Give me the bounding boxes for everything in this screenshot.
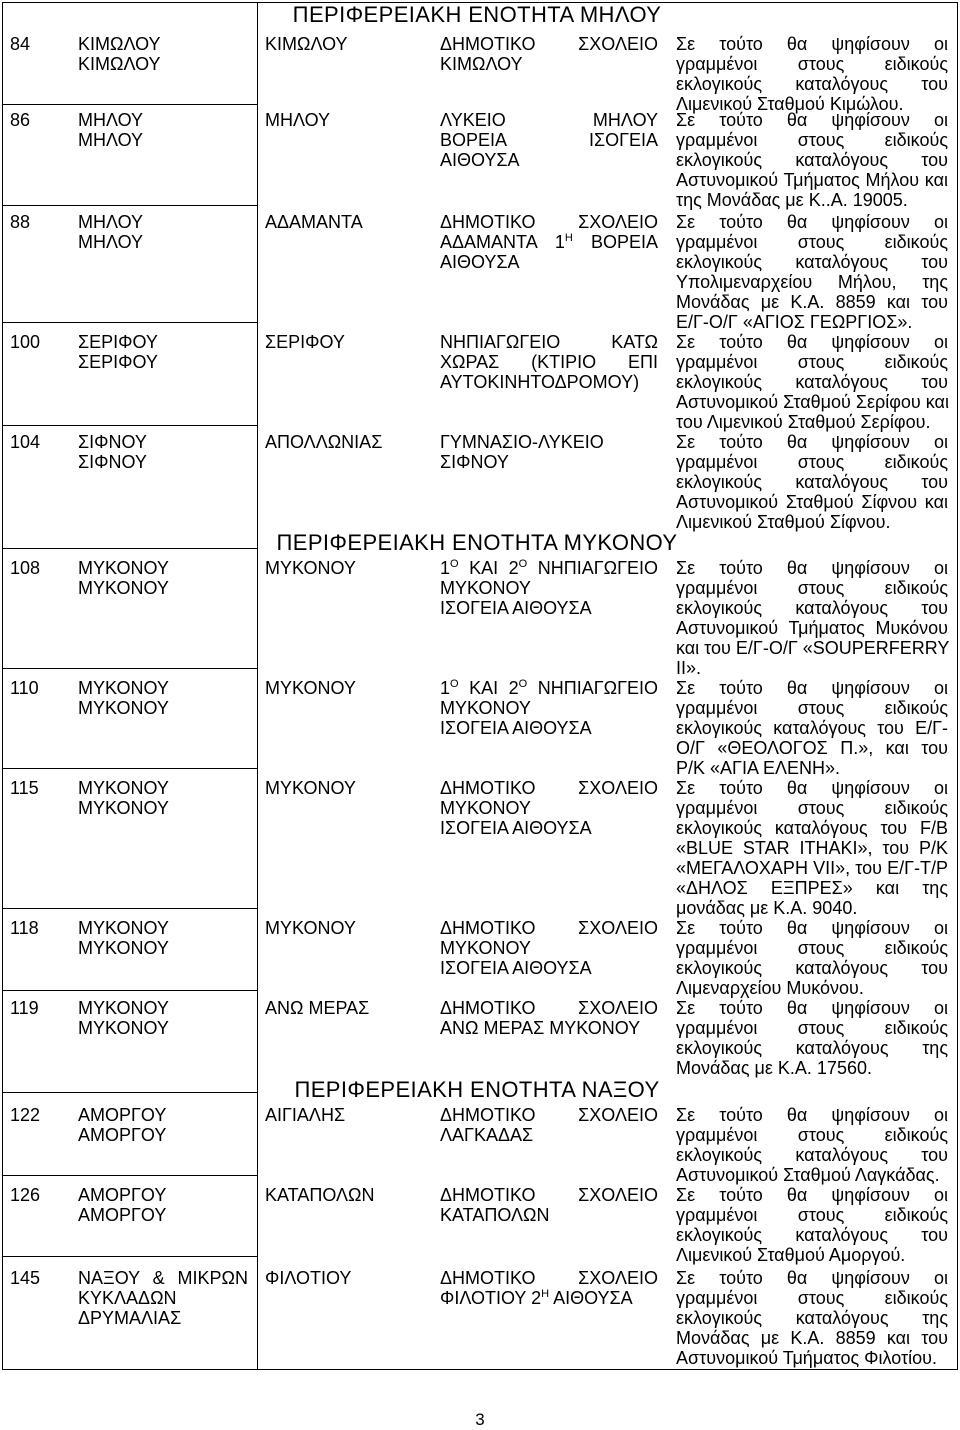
polling-place [440, 918, 658, 978]
municipality-line: ΜΗΛΟΥ [78, 130, 144, 150]
polling-place-line: ΜΥΚΟΝΟΥ [440, 698, 531, 718]
voting-note-line: Λιμεναρχείου Μυκόνου. [676, 978, 864, 998]
voting-note-line: του Λιμενικού Σταθμού Σερίφου. [676, 412, 931, 432]
section-number: 126 [10, 1185, 41, 1205]
row-divider-line [2, 548, 258, 549]
column-divider [257, 2, 258, 1370]
voting-note-line: Αστυνομικού Τμήματος Μυκόνου [676, 618, 948, 638]
polling-place [440, 110, 658, 170]
municipality-line: ΜΗΛΟΥ [78, 232, 144, 252]
municipality-line: ΜΗΛΟΥ [78, 212, 144, 232]
voting-note [676, 998, 948, 1078]
voting-note-line: Σε τούτο θα ψηφίσουν οι [676, 432, 948, 452]
superscript-text: Ο [450, 678, 459, 690]
municipality-line: ΜΥΚΟΝΟΥ [78, 698, 169, 718]
municipality [78, 1268, 248, 1328]
voting-note [676, 778, 948, 918]
section-number: 145 [10, 1268, 41, 1288]
voting-note-line: Σε τούτο θα ψηφίσουν οι [676, 678, 948, 698]
voting-note-line: και του Ε/Γ-Ο/Γ «SOUPERFERRY [676, 638, 950, 658]
row-divider-line [2, 1256, 258, 1257]
section-title: ΠΕΡΙΦΕΡΕΙΑΚΗ ΕΝΟΤΗΤΑ ΝΑΞΟΥ [294, 1077, 660, 1102]
municipality-line: ΔΡΥΜΑΛΙΑΣ [78, 1308, 182, 1328]
polling-place-line: ΚΑΤΑΠΟΛΩΝ [440, 1205, 550, 1225]
polling-place-line: ΔΗΜΟΤΙΚΟ ΣΧΟΛΕΙΟ [440, 918, 658, 938]
row-divider-line [2, 1092, 258, 1093]
voting-note-line: γραμμένοι στους ειδικούς [676, 452, 948, 472]
municipal-unit: ΜΥΚΟΝΟΥ [265, 558, 356, 578]
voting-note-line: γραμμένοι στους ειδικούς [676, 798, 948, 818]
municipality-line: ΚΥΚΛΑΔΩΝ [78, 1288, 177, 1308]
polling-place-line [440, 558, 658, 578]
municipality [78, 998, 248, 1038]
voting-note-line: μονάδας με Κ.Α. 9040. [676, 898, 858, 918]
section-number: 122 [10, 1105, 41, 1125]
voting-note [676, 1105, 948, 1185]
polling-place-line: ΒΟΡΕΙΑ ΙΣΟΓΕΙΑ [440, 130, 658, 150]
voting-note-line: εκλογικούς καταλόγους της [676, 1308, 948, 1328]
superscript-text: Ο [518, 558, 528, 570]
row-divider-line [2, 668, 258, 669]
voting-note-line: γραμμένοι στους ειδικούς [676, 1288, 948, 1308]
section-number: 104 [10, 432, 41, 452]
text-segment: ΚΑΙ 2 [458, 558, 519, 578]
voting-note [676, 34, 948, 114]
voting-note-line: εκλογικούς καταλόγους του [676, 1225, 948, 1245]
municipal-unit: ΑΠΟΛΛΩΝΙΑΣ [265, 432, 383, 452]
section-number: 100 [10, 332, 41, 352]
row-divider-line [2, 1175, 258, 1176]
voting-note-line: Αστυνομικού Σταθμού Σερίφου και [676, 392, 949, 412]
voting-note-line: γραμμένοι στους ειδικούς [676, 1205, 948, 1225]
municipal-unit: ΜΥΚΟΝΟΥ [265, 678, 356, 698]
voting-note-line: Ρ/Κ «ΑΓΙΑ ΕΛΕΝΗ». [676, 758, 841, 778]
polling-place [440, 332, 658, 392]
municipality-line: ΑΜΟΡΓΟΥ [78, 1125, 167, 1145]
polling-place-line: ΜΥΚΟΝΟΥ [440, 938, 531, 958]
voting-note-line: εκλογικούς καταλόγους του [676, 252, 948, 272]
polling-place-line: ΔΗΜΟΤΙΚΟ ΣΧΟΛΕΙΟ [440, 212, 658, 232]
row-divider-line [2, 768, 258, 769]
section-number: 86 [10, 110, 31, 130]
municipal-unit: ΣΕΡΙΦΟΥ [265, 332, 345, 352]
municipal-unit: ΚΙΜΩΛΟΥ [265, 34, 348, 54]
text-segment: ΒΟΡΕΙΑ [572, 232, 659, 252]
municipality-line: ΑΜΟΡΓΟΥ [78, 1185, 167, 1205]
voting-note-line: «BLUE STAR ITHAKI», του Ρ/Κ [676, 838, 948, 858]
municipal-unit: ΑΙΓΙΑΛΗΣ [265, 1105, 346, 1125]
polling-place-line: ΝΗΠΙΑΓΩΓΕΙΟ ΚΑΤΩ [440, 332, 658, 352]
voting-note-line: Σε τούτο θα ψηφίσουν οι [676, 998, 948, 1018]
municipality-line: ΜΥΚΟΝΟΥ [78, 678, 169, 698]
text-segment: ΦΙΛΟΤΙΟΥ 2 [440, 1288, 542, 1308]
voting-note-line: Λιμενικού Σταθμού Αμοργού. [676, 1245, 906, 1265]
voting-note-line: γραμμένοι στους ειδικούς [676, 54, 948, 74]
polling-place-line: ΔΗΜΟΤΙΚΟ ΣΧΟΛΕΙΟ [440, 1185, 658, 1205]
polling-place-line: ΔΗΜΟΤΙΚΟ ΣΧΟΛΕΙΟ [440, 1268, 658, 1288]
text-segment: 1 [440, 678, 451, 698]
municipality-line: ΜΥΚΟΝΟΥ [78, 558, 169, 578]
municipality-line: ΣΙΦΝΟΥ [78, 432, 147, 452]
polling-place-line [440, 1288, 658, 1308]
municipality-line: ΝΑΞΟΥ & ΜΙΚΡΩΝ [78, 1268, 248, 1288]
municipality-line: ΜΗΛΟΥ [78, 110, 144, 130]
municipality [78, 110, 248, 150]
voting-note [676, 918, 948, 998]
voting-note [676, 432, 948, 532]
voting-note-line: Σε τούτο θα ψηφίσουν οι [676, 1105, 948, 1125]
section-number: 119 [10, 998, 39, 1018]
section-title: ΠΕΡΙΦΕΡΕΙΑΚΗ ΕΝΟΤΗΤΑ ΜΥΚΟΝΟΥ [276, 530, 678, 555]
municipality-line: ΣΙΦΝΟΥ [78, 452, 147, 472]
voting-note-line: εκλογικούς καταλόγους του [676, 958, 948, 978]
municipality-line: ΜΥΚΟΝΟΥ [78, 778, 169, 798]
page-number: 3 [475, 1410, 485, 1429]
polling-place [440, 558, 658, 618]
polling-place-line: ΚΙΜΩΛΟΥ [440, 54, 523, 74]
municipality [78, 918, 248, 958]
municipality-line: ΑΜΟΡΓΟΥ [78, 1105, 167, 1125]
polling-place-line [440, 678, 658, 698]
voting-note [676, 1268, 948, 1368]
voting-note-line: Σε τούτο θα ψηφίσουν οι [676, 212, 948, 232]
voting-note [676, 558, 948, 678]
municipality [78, 432, 248, 472]
polling-place-line: ΙΣΟΓΕΙΑ ΑΙΘΟΥΣΑ [440, 598, 592, 618]
voting-note-line: της Μονάδας με Κ..Α. 19005. [676, 190, 908, 210]
municipality [78, 34, 248, 74]
municipality-line: ΜΥΚΟΝΟΥ [78, 798, 169, 818]
voting-note-line: γραμμένοι στους ειδικούς [676, 352, 948, 372]
polling-place-line: ΔΗΜΟΤΙΚΟ ΣΧΟΛΕΙΟ [440, 778, 658, 798]
voting-note-line: γραμμένοι στους ειδικούς [676, 698, 948, 718]
municipality-line: ΜΥΚΟΝΟΥ [78, 1018, 169, 1038]
text-segment: ΚΑΙ 2 [458, 678, 519, 698]
municipality-line: ΜΥΚΟΝΟΥ [78, 938, 169, 958]
row-divider-line [2, 908, 258, 909]
voting-note-line: Σε τούτο θα ψηφίσουν οι [676, 918, 948, 938]
polling-place-line: ΙΣΟΓΕΙΑ ΑΙΘΟΥΣΑ [440, 718, 592, 738]
voting-note-line: γραμμένοι στους ειδικούς [676, 578, 948, 598]
voting-note-line: Ο/Γ «ΘΕΟΛΟΓΟΣ Π.», και του [676, 738, 948, 758]
voting-note-line: Σε τούτο θα ψηφίσουν οι [676, 332, 948, 352]
voting-note-line: εκλογικούς καταλόγους του F/B [676, 818, 948, 838]
municipality [78, 778, 248, 818]
polling-place-line: ΑΝΩ ΜΕΡΑΣ ΜΥΚΟΝΟΥ [440, 1018, 641, 1038]
voting-note [676, 212, 948, 332]
voting-note-line: εκλογικούς καταλόγους του [676, 598, 948, 618]
municipal-unit: ΑΝΩ ΜΕΡΑΣ [265, 998, 370, 1018]
section-number: 84 [10, 34, 31, 54]
voting-note [676, 678, 948, 778]
voting-note-line: εκλογικούς καταλόγους του [676, 150, 948, 170]
voting-note-line: Μονάδας με Κ.Α. 8859 και του [676, 1328, 948, 1348]
voting-note-line: εκλογικούς καταλόγους του [676, 74, 948, 94]
voting-note-line: Σε τούτο θα ψηφίσουν οι [676, 1185, 948, 1205]
municipality [78, 678, 248, 718]
municipality-line: ΚΙΜΩΛΟΥ [78, 54, 161, 74]
section-title: ΠΕΡΙΦΕΡΕΙΑΚΗ ΕΝΟΤΗΤΑ ΜΗΛΟΥ [292, 2, 662, 27]
polling-place [440, 34, 658, 74]
polling-place-line: ΑΙΘΟΥΣΑ [440, 150, 520, 170]
voting-note-line: Αστυνομικού Σταθμού Λαγκάδας. [676, 1165, 940, 1185]
polling-place [440, 1268, 658, 1308]
municipality-line: ΚΙΜΩΛΟΥ [78, 34, 161, 54]
voting-note-line: Αστυνομικού Σταθμού Σίφνου και [676, 492, 948, 512]
row-divider-line [2, 990, 258, 991]
superscript-text: Ο [450, 558, 459, 570]
voting-note-line: Σε τούτο θα ψηφίσουν οι [676, 778, 948, 798]
voting-note-line: γραμμένοι στους ειδικούς [676, 232, 948, 252]
polling-place [440, 1185, 658, 1225]
voting-note-line: Σε τούτο θα ψηφίσουν οι [676, 34, 948, 54]
municipality [78, 1105, 248, 1145]
voting-note-line: Σε τούτο θα ψηφίσουν οι [676, 110, 948, 130]
polling-place [440, 678, 658, 738]
municipality-line: ΣΕΡΙΦΟΥ [78, 332, 158, 352]
voting-note-line: γραμμένοι στους ειδικούς [676, 938, 948, 958]
text-segment: ΝΗΠΙΑΓΩΓΕΙΟ [527, 558, 658, 578]
polling-place-line: ΣΙΦΝΟΥ [440, 452, 509, 472]
municipality-line: ΑΜΟΡΓΟΥ [78, 1205, 167, 1225]
voting-note-line: Λιμενικού Σταθμού Κιμώλου. [676, 94, 904, 114]
voting-note-line: εκλογικούς καταλόγους του Ε/Γ- [676, 718, 948, 738]
text-segment: ΝΗΠΙΑΓΩΓΕΙΟ [527, 678, 658, 698]
voting-note-line: εκλογικούς καταλόγους του [676, 1145, 948, 1165]
voting-note [676, 332, 948, 432]
voting-note-line: «ΔΗΛΟΣ ΕΞΠΡΕΣ» και της [676, 878, 948, 898]
polling-place-line: ΑΙΘΟΥΣΑ [440, 252, 520, 272]
municipal-unit: ΜΥΚΟΝΟΥ [265, 778, 356, 798]
section-number: 110 [10, 678, 39, 698]
municipality [78, 1185, 248, 1225]
polling-place [440, 998, 658, 1038]
polling-place-line: ΔΗΜΟΤΙΚΟ ΣΧΟΛΕΙΟ [440, 998, 658, 1018]
municipal-unit: ΚΑΤΑΠΟΛΩΝ [265, 1185, 375, 1205]
polling-place-line: ΑΥΤΟΚΙΝΗΤΟΔΡΟΜΟΥ) [440, 372, 640, 392]
municipality [78, 212, 248, 252]
municipality-line: ΜΥΚΟΝΟΥ [78, 998, 169, 1018]
voting-note-line: γραμμένοι στους ειδικούς [676, 1018, 948, 1038]
row-divider-line [2, 205, 258, 206]
row-divider-line [2, 425, 258, 426]
polling-place [440, 212, 658, 272]
superscript-text: Η [541, 1288, 550, 1300]
polling-place-line: ΔΗΜΟΤΙΚΟ ΣΧΟΛΕΙΟ [440, 1105, 658, 1125]
voting-note-line: «ΜΕΓΑΛΟΧΑΡΗ VII», του Ε/Γ-Τ/Ρ [676, 858, 948, 878]
polling-place-line: ΜΥΚΟΝΟΥ [440, 578, 531, 598]
polling-place [440, 432, 658, 472]
section-number: 88 [10, 212, 31, 232]
superscript-text: Η [564, 232, 573, 244]
voting-note-line: Αστυνομικού Τμήματος Φιλοτίου. [676, 1348, 937, 1368]
municipal-unit: ΦΙΛΟΤΙΟΥ [265, 1268, 352, 1288]
voting-note [676, 110, 948, 210]
text-segment: 1 [440, 558, 451, 578]
municipal-unit: ΑΔΑΜΑΝΤΑ [265, 212, 363, 232]
polling-place-line: ΛΥΚΕΙΟ ΜΗΛΟΥ [440, 110, 658, 130]
voting-note-line: εκλογικούς καταλόγους του [676, 472, 948, 492]
voting-note-line: εκλογικούς καταλόγους της [676, 1038, 948, 1058]
voting-note-line: Σε τούτο θα ψηφίσουν οι [676, 1268, 948, 1288]
municipal-unit: ΜΗΛΟΥ [265, 110, 331, 130]
section-number: 108 [10, 558, 41, 578]
municipal-unit: ΜΥΚΟΝΟΥ [265, 918, 356, 938]
section-number: 118 [10, 918, 39, 938]
text-segment: ΑΙΘΟΥΣΑ [549, 1288, 633, 1308]
polling-place-line: ΙΣΟΓΕΙΑ ΑΙΘΟΥΣΑ [440, 818, 592, 838]
section-number: 115 [10, 778, 39, 798]
polling-place-line: ΔΗΜΟΤΙΚΟ ΣΧΟΛΕΙΟ [440, 34, 658, 54]
voting-note-line: Σε τούτο θα ψηφίσουν οι [676, 558, 948, 578]
municipality [78, 558, 248, 598]
polling-place-line: ΛΑΓΚΑΔΑΣ [440, 1125, 534, 1145]
voting-note-line: γραμμένοι στους ειδικούς [676, 130, 948, 150]
polling-place [440, 778, 658, 838]
polling-place [440, 1105, 658, 1145]
municipality-line: ΣΕΡΙΦΟΥ [78, 352, 158, 372]
polling-place-line: ΜΥΚΟΝΟΥ [440, 798, 531, 818]
polling-place-line [440, 232, 658, 252]
municipality-line: ΜΥΚΟΝΟΥ [78, 918, 169, 938]
polling-place-line: ΧΩΡΑΣ (ΚΤΙΡΙΟ ΕΠΙ [440, 352, 658, 372]
voting-note-line: γραμμένοι στους ειδικούς [676, 1125, 948, 1145]
row-divider-line [2, 104, 258, 105]
municipality [78, 332, 248, 372]
municipality-line: ΜΥΚΟΝΟΥ [78, 578, 169, 598]
polling-place-line: ΓΥΜΝΑΣΙΟ-ΛΥΚΕΙΟ [440, 432, 604, 452]
voting-note [676, 1185, 948, 1265]
voting-note-line: Μονάδας με Κ.Α. 17560. [676, 1058, 872, 1078]
superscript-text: Ο [518, 678, 528, 690]
voting-note-line: Λιμενικού Σταθμού Σίφνου. [676, 512, 891, 532]
voting-note-line: II». [676, 658, 702, 678]
voting-note-line: Μονάδας με Κ.Α. 8859 και του [676, 292, 948, 312]
voting-note-line: Αστυνομικού Τμήματος Μήλου και [676, 170, 948, 190]
text-segment: ΑΔΑΜΑΝΤΑ 1 [440, 232, 565, 252]
row-divider-line [2, 322, 258, 323]
voting-note-line: Υπολιμεναρχείου Μήλου, της [676, 272, 948, 292]
voting-note-line: εκλογικούς καταλόγους του [676, 372, 948, 392]
voting-note-line: Ε/Γ-Ο/Γ «ΑΓΙΟΣ ΓΕΩΡΓΙΟΣ». [676, 312, 913, 332]
polling-place-line: ΙΣΟΓΕΙΑ ΑΙΘΟΥΣΑ [440, 958, 592, 978]
